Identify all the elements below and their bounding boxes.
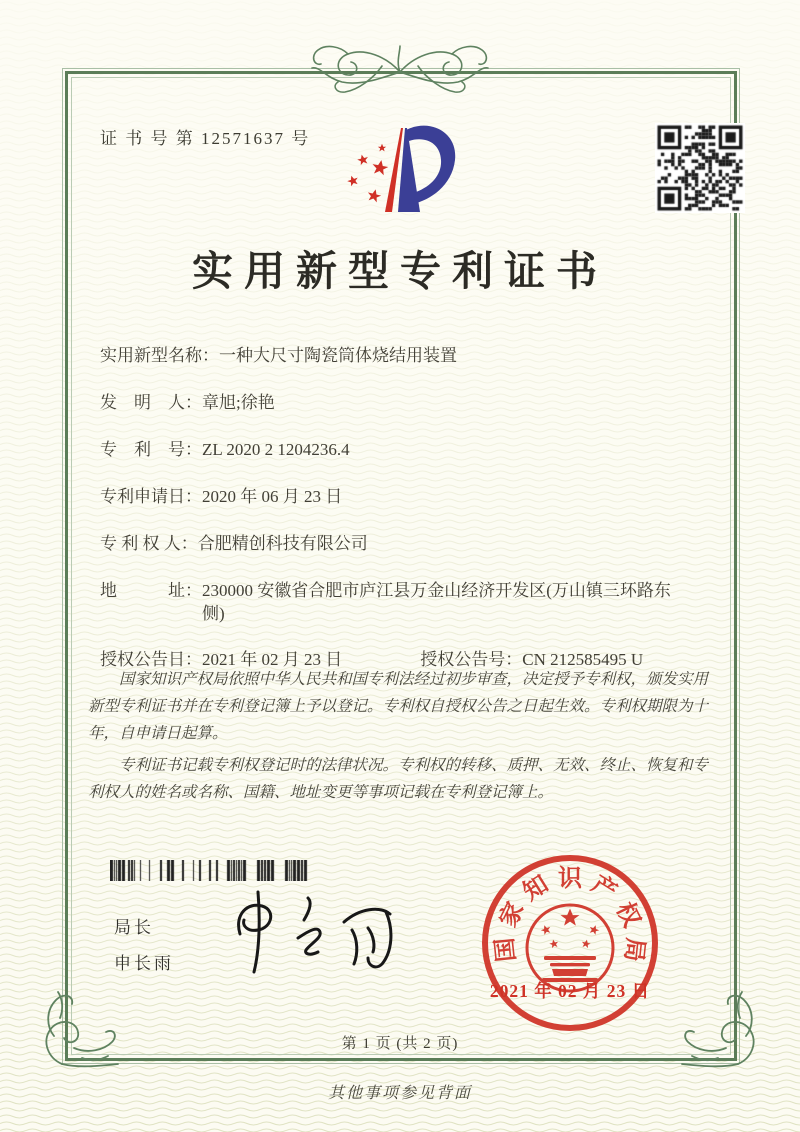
certificate-title: 实用新型专利证书	[192, 248, 608, 294]
seal-char: 产	[586, 871, 621, 907]
back-side-note: 其他事项参见背面	[327, 1085, 472, 1102]
commissioner-signature-image	[218, 886, 408, 978]
certificate-fields	[100, 344, 720, 695]
field-label: 地 址：	[100, 581, 202, 600]
field-row-filing-date	[100, 485, 720, 509]
field-label: 授权公告日：	[100, 650, 202, 669]
field-value: 章旭;徐艳	[202, 393, 275, 412]
field-row-inventor	[100, 391, 720, 415]
legal-paragraph-1: 国家知识产权局依照中华人民共和国专利法经过初步审查，决定授予专利权，颁发实用新型专利证书并在专利登记簿上予以登记。专利权自授权公告之日起生效。专利权期限为十年，自申请日起算。	[88, 671, 709, 742]
seal-char: 局	[619, 936, 648, 963]
field-row-utility-model-name	[100, 344, 720, 368]
field-label: 专 利 权 人：	[100, 534, 198, 553]
seal-char: 识	[558, 866, 582, 892]
field-row-address	[100, 579, 720, 625]
field-value: 2021 年 02 月 23 日	[202, 650, 343, 669]
field-label: 授权公告号：	[420, 650, 523, 669]
barcode	[110, 860, 310, 881]
field-label: 专利申请日：	[100, 487, 202, 506]
official-seal	[478, 850, 662, 1034]
legal-text-block	[88, 666, 716, 811]
field-value: 合肥精创科技有限公司	[197, 534, 368, 553]
field-value: 2020 年 06 月 23 日	[202, 487, 343, 506]
certificate-number: 证 书 号 第 12571637 号	[100, 129, 311, 148]
page-indicator: 第 1 页 (共 2 页)	[341, 1036, 459, 1052]
field-value: 一种大尺寸陶瓷筒体烧结用装置	[219, 346, 457, 365]
signer-block	[114, 910, 174, 982]
field-value: CN 212585495 U	[522, 650, 644, 669]
seal-char: 知	[519, 871, 554, 907]
seal-char: 国	[492, 936, 521, 963]
bottom-right-flourish-ornament	[656, 988, 766, 1072]
qr-code	[655, 123, 745, 213]
cnipa-logo-icon	[330, 108, 480, 226]
bottom-left-flourish-ornament	[34, 988, 144, 1072]
legal-paragraph-2: 专利证书记载专利权登记时的法律状况。专利权的转移、质押、无效、终止、恢复和专利权人的姓名或名称、国籍、地址变更等事项记载在专利登记簿上。	[88, 757, 709, 801]
signer-name: 申长雨	[114, 954, 174, 973]
seal-date: 2021 年 02 月 23 日	[489, 981, 651, 1001]
seal-char: 权	[610, 898, 645, 932]
field-row-patent-number	[100, 438, 720, 462]
field-value: ZL 2020 2 1204236.4	[202, 440, 350, 459]
field-label: 专 利 号：	[100, 440, 202, 459]
seal-char: 家	[495, 898, 530, 932]
field-row-patentee	[100, 532, 720, 556]
field-label: 发 明 人：	[100, 393, 202, 412]
field-value: 230000 安徽省合肥市庐江县万金山经济开发区(万山镇三环路东侧)	[202, 581, 671, 623]
top-flourish-ornament	[290, 38, 510, 100]
field-label: 实用新型名称：	[100, 346, 219, 365]
signer-title: 局长	[114, 918, 154, 937]
